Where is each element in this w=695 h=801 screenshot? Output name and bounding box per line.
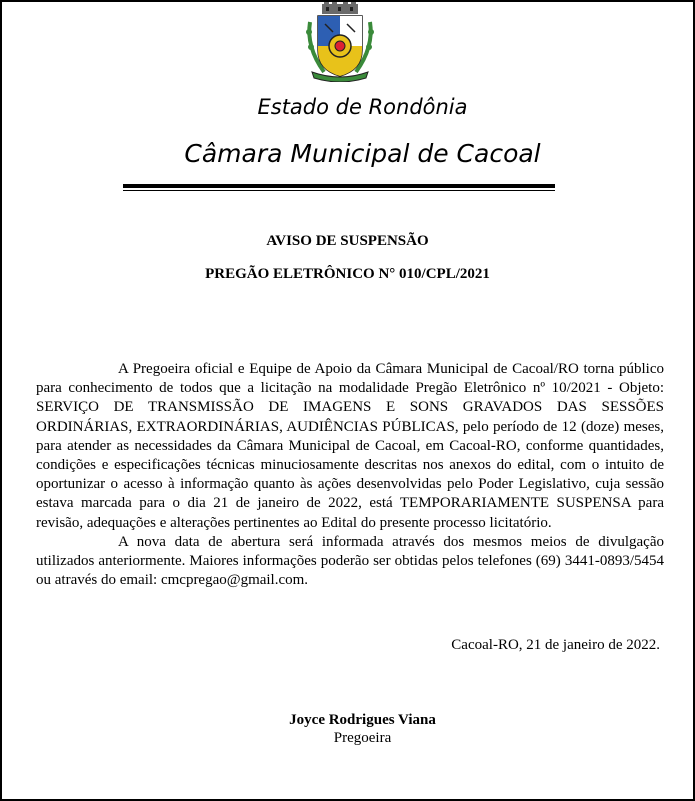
notice-body (36, 360, 664, 590)
state-heading: Estado de Rondônia (257, 95, 468, 119)
signatory-role: Pregoeira (333, 730, 392, 746)
institution-heading: Câmara Municipal de Cacoal (184, 139, 541, 168)
notice-subtitle: PREGÃO ELETRÔNICO N° 010/CPL/2021 (205, 266, 490, 282)
coat-of-arms-icon (300, 2, 380, 82)
notice-title: AVISO DE SUSPENSÃO (266, 233, 429, 249)
body-paragraph-1: A Pregoeira oficial e Equipe de Apoio da Câmara Municipal de Cacoal/RO torna público para conhecimento de todos que a licitação na modalidade Pregão Eletrônico nº 10/2021 - Objeto: SERVIÇO DE TRANSMISSÃO DE IMAGENS E SONS GRAVADOS DAS SESSÕES ORDINÁRIAS, EXTRAORDINÁRIAS, AUDIÊNCIAS PÚBLICAS, pelo período de 12 (doze) meses, para atender as necessidades da Câmara Municipal de Cacoal, em Cacoal-RO, conforme quantidades, condições e especificações técnicas minuciosamente descritas nos anexos do edital, com o intuito de oportunizar o acesso à informação quanto às ações desenvolvidas pelo Poder Legislativo, cuja sessão estava marcada para o dia 21 de janeiro de 2022, está TEMPORARIAMENTE SUSPENSA para revisão, adequações e alterações pertinentes ao Edital do presente processo licitatório. (36, 361, 664, 531)
body-paragraph-2: A nova data de abertura será informada através dos mesmos meios de divulgação utilizados anteriormente. Maiores informações poderão ser obtidas pelos telefones (69) 3441-0893/5454 ou através do email: cmcpregao@gmail.com. (36, 533, 664, 589)
header-divider-thin (123, 190, 555, 191)
header-divider-thick (123, 184, 555, 188)
place-and-date: Cacoal-RO, 21 de janeiro de 2022. (451, 637, 660, 653)
signatory-name: Joyce Rodrigues Viana (289, 712, 436, 728)
